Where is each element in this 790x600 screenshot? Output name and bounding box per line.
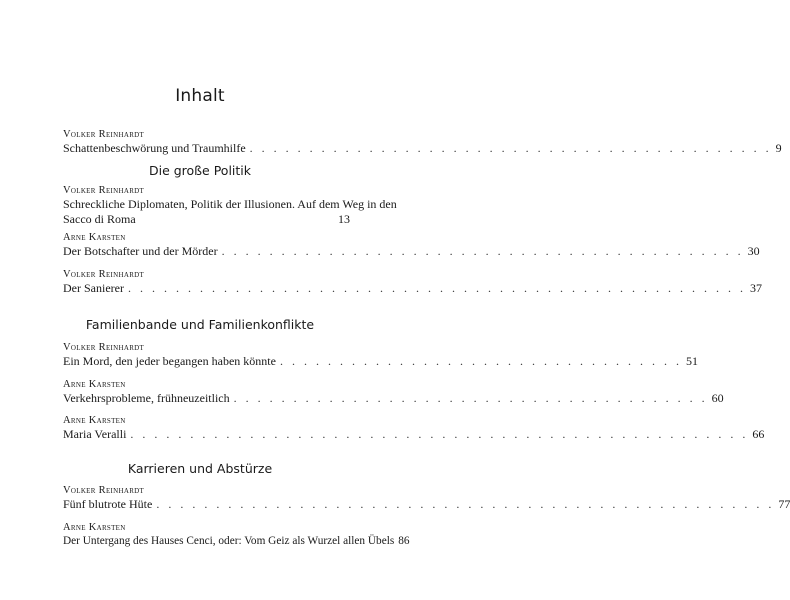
- entry-line: [63, 244, 760, 259]
- dot-leader: . . . . . . . . . . . . . . . . . . . . . . . . . . . . . . . . . . . . . . . . . . . . . . . . . . . .: [130, 427, 749, 441]
- entry-title: Ein Mord, den jeder begangen haben könnte: [63, 354, 276, 368]
- dot-leader: . . . . . . . . . . . . . . . . . . . . . . . . . . . . . . . . . . . . . . . . . . . . . . . . . . . .: [156, 497, 775, 511]
- entry-page-number: 13: [338, 212, 350, 226]
- toc-entry: [63, 341, 698, 369]
- toc-entry: [63, 231, 760, 259]
- toc-entry-intro: [63, 128, 782, 156]
- entry-title: Der Untergang des Hauses Cenci, oder: Vom Geiz als Wurzel allen Übels: [63, 535, 395, 547]
- section-heading: Die große Politik: [148, 163, 252, 178]
- entry-title: Fünf blutrote Hüte: [63, 497, 153, 511]
- entry-line: [63, 534, 410, 549]
- entry-line: [63, 354, 698, 369]
- entry-title: Schattenbeschwörung und Traumhilfe: [63, 141, 246, 155]
- dot-leader: . . . . . . . . . . . . . . . . . . . . . . . . . . . . . . . . . . . . . . . . . . . .: [221, 244, 744, 258]
- entry-author: Volker Reinhardt: [63, 485, 145, 496]
- toc-entry: [63, 268, 762, 296]
- entry-line: [63, 141, 782, 156]
- toc-entry: [63, 484, 790, 512]
- entry-page-number: 86: [398, 535, 410, 547]
- entry-author: Arne Karsten: [63, 415, 126, 426]
- dot-leader: . . . . . . . . . . . . . . . . . . . . . . . . . . . . . . . . . . . . . . . .: [233, 391, 708, 405]
- entry-page-number: 77: [778, 497, 790, 511]
- dot-leader: . . . . . . . . . . . . . . . . . . . . . . . . . . . . . . . . . . . . . . . . . . . . . . . . . . . .: [127, 281, 746, 295]
- entry-author: Volker Reinhardt: [63, 342, 145, 353]
- entry-title: Der Botschafter und der Mörder: [63, 244, 218, 258]
- entry-page-number: 60: [711, 391, 724, 405]
- entry-author: Volker Reinhardt: [63, 129, 145, 140]
- entry-title: Sacco di Roma: [63, 212, 136, 226]
- entry-author: Arne Karsten: [63, 379, 126, 390]
- entry-author: Volker Reinhardt: [63, 269, 145, 280]
- page-title: Inhalt: [175, 86, 225, 106]
- entry-title: Verkehrsprobleme, frühneuzeitlich: [63, 391, 230, 405]
- entry-title: Maria Veralli: [63, 427, 127, 441]
- toc-entry: [63, 414, 765, 442]
- entry-page-number: 37: [749, 281, 762, 295]
- entry-page-number: 9: [775, 141, 782, 155]
- dot-leader: . . . . . . . . . . . . . . . . . . . . . . . . . . . . . . . . . . . . . . . . . . . .: [249, 141, 772, 155]
- entry-line: [63, 212, 350, 227]
- entry-author: Arne Karsten: [63, 232, 126, 243]
- section-heading: Karrieren und Abstürze: [127, 461, 273, 476]
- entry-line: [63, 391, 724, 406]
- toc-entry: [63, 378, 724, 406]
- entry-page-number: 51: [685, 354, 698, 368]
- entry-author: Arne Karsten: [63, 522, 126, 533]
- dot-leader: . . . . . . . . . . . . . . . . . . . . . . . . . . . . . . . . . .: [279, 354, 682, 368]
- toc-entry: [63, 521, 410, 549]
- entry-line: [63, 427, 765, 442]
- entry-author: Volker Reinhardt: [63, 185, 145, 196]
- entry-line: [63, 497, 790, 512]
- entry-page-number: 66: [752, 427, 765, 441]
- dot-leader: [140, 212, 334, 227]
- entry-page-number: 30: [747, 244, 760, 258]
- entry-title-line-1: Schreckliche Diplomaten, Politik der Illusionen. Auf dem Weg in den: [63, 197, 397, 211]
- section-heading: Familienbande und Familienkonflikte: [85, 317, 315, 332]
- entry-line: [63, 281, 762, 296]
- entry-title: Der Sanierer: [63, 281, 124, 295]
- toc-entry: [63, 184, 397, 227]
